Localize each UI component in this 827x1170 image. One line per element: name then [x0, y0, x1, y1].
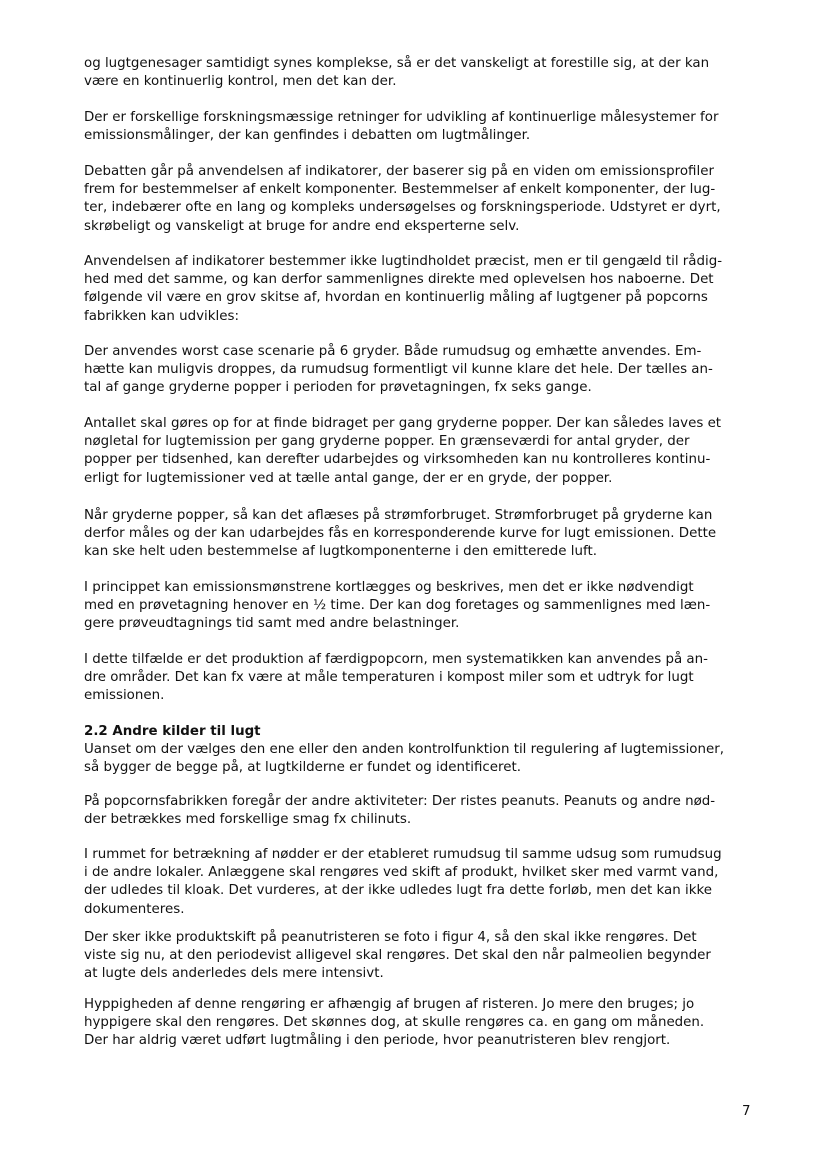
paragraph-7: [84, 507, 764, 562]
text-line: erligt for lugtemissioner ved at tælle antal gange, der er en gryde, der popper.: [84, 470, 613, 486]
text-line: gere prøveudtagnings tid samt med andre belastninger.: [84, 616, 460, 632]
text-line: kan ske helt uden bestemmelse af lugtkomponenterne i den emitterede luft.: [84, 544, 597, 560]
text-line: i de andre lokaler. Anlæggene skal rengøres ved skift af produkt, hvilket sker med varmt vand,: [84, 865, 719, 881]
text-line: derfor måles og der kan udarbejdes fås en korresponderende kurve for lugt emissionen. Dette: [84, 526, 717, 542]
section-heading: 2.2 Andre kilder til lugt: [84, 724, 261, 739]
text-line: Uanset om der vælges den ene eller den anden kontrolfunktion til regulering af lugtemissioner,: [84, 742, 724, 758]
paragraph-13: [84, 929, 764, 984]
text-line: popper per tidsenhed, kan derefter udarbejdes og virksomheden kan nu kontrolleres kontinu-: [84, 452, 711, 468]
text-line: emissionsmålinger, der kan genfindes i debatten om lugtmålinger.: [84, 128, 531, 144]
text-line: Når gryderne popper, så kan det aflæses på strømforbruget. Strømforbruget på gryderne kan: [84, 508, 713, 523]
text-line: være en kontinuerlig kontrol, men det kan der.: [84, 74, 397, 90]
paragraph-11: [84, 793, 764, 829]
text-line: På popcornsfabrikken foregår der andre aktiviteter: Der ristes peanuts. Peanuts og andre nød-: [84, 794, 716, 809]
text-line: Der har aldrig været udført lugtmåling i den periode, hvor peanutristeren blev rengjort.: [84, 1033, 671, 1049]
text-line: tal af gange gryderne popper i perioden for prøvetagningen, fx seks gange.: [84, 380, 592, 396]
text-line: der udledes til kloak. Det vurderes, at der ikke udledes lugt fra dette forløb, men det kan ikke: [84, 883, 712, 899]
paragraph-3: [84, 163, 764, 236]
text-line: I dette tilfælde er det produktion af færdigpopcorn, men systematikken kan anvendes på an-: [84, 652, 708, 667]
text-line: og lugtgenesager samtidigt synes komplekse, så er det vanskeligt at forestille sig, at der kan: [84, 56, 710, 71]
paragraph-4: [84, 253, 764, 326]
text-line: dre områder. Det kan fx være at måle temperaturen i kompost miler som et udtryk for lugt: [84, 670, 694, 686]
text-line: følgende vil være en grov skitse af, hvordan en kontinuerlig måling af lugtgener på popcorns: [84, 290, 708, 306]
text-line: ter, indebærer ofte en lang og kompleks undersøgelses og forskningsperiode. Udstyret er dyrt,: [84, 200, 721, 216]
text-line: Anvendelsen af indikatorer bestemmer ikke lugtindholdet præcist, men er til gengæld til rådig-: [84, 254, 723, 269]
text-line: så bygger de begge på, at lugtkilderne er fundet og identificeret.: [84, 760, 521, 776]
paragraph-1: [84, 55, 764, 91]
text-line: nøgletal for lugtemission per gang gryderne popper. En grænseværdi for antal gryder, der: [84, 434, 690, 450]
paragraph-12: [84, 846, 764, 919]
paragraph-8: [84, 579, 764, 634]
text-line: med en prøvetagning henover en ½ time. Der kan dog foretages og sammenlignes med læn-: [84, 598, 711, 614]
text-line: der betrækkes med forskellige smag fx chilinuts.: [84, 812, 412, 828]
paragraph-5: [84, 343, 764, 398]
text-line: skrøbeligt og vanskeligt at bruge for andre end eksperterne selv.: [84, 218, 520, 234]
text-line: viste sig nu, at den periodevist alligevel skal rengøres. Det skal den når palmeolien begynder: [84, 948, 711, 964]
text-line: hed med det samme, og kan derfor sammenlignes direkte med oplevelsen hos naboerne. Det: [84, 272, 714, 288]
text-line: Hyppigheden af denne rengøring er afhængig af brugen af risteren. Jo mere den bruges; jo: [84, 997, 695, 1012]
text-line: hyppigere skal den rengøres. Det skønnes dog, at skulle rengøres ca. en gang om måneden.: [84, 1015, 705, 1031]
text-line: I princippet kan emissionsmønstrene kortlægges og beskrives, men det er ikke nødvendigt: [84, 580, 694, 595]
text-line: Debatten går på anvendelsen af indikatorer, der baserer sig på en viden om emissionsprofiler: [84, 164, 714, 179]
text-line: at lugte dels anderledes dels mere intensivt.: [84, 966, 384, 982]
paragraph-9: [84, 651, 764, 706]
section-2-2: [84, 723, 764, 778]
text-line: I rummet for betrækning af nødder er der etableret rumudsug til samme udsug som rumudsug: [84, 847, 722, 862]
text-line: Der sker ikke produktskift på peanutristeren se foto i figur 4, så den skal ikke rengøres. Det: [84, 930, 697, 945]
text-line: Der er forskellige forskningsmæssige retninger for udvikling af kontinuerlige målesystemer for: [84, 110, 719, 125]
text-line: hætte kan muligvis droppes, da rumudsug formentligt vil kunne klare det hele. Der tælles an-: [84, 362, 713, 378]
text-line: fabrikken kan udvikles:: [84, 308, 239, 324]
paragraph-14: [84, 996, 764, 1051]
paragraph-6: [84, 415, 764, 488]
text-line: dokumenteres.: [84, 901, 185, 917]
text-line: frem for bestemmelser af enkelt komponenter. Bestemmelser af enkelt komponenter, der lug-: [84, 182, 716, 198]
text-line: Antallet skal gøres op for at finde bidraget per gang gryderne popper. Der kan således laves et: [84, 416, 722, 431]
text-line: Der anvendes worst case scenarie på 6 gryder. Både rumudsug og emhætte anvendes. Em-: [84, 344, 702, 359]
page-number: 7: [742, 1104, 751, 1119]
paragraph-2: [84, 109, 764, 145]
text-line: emissionen.: [84, 688, 165, 704]
